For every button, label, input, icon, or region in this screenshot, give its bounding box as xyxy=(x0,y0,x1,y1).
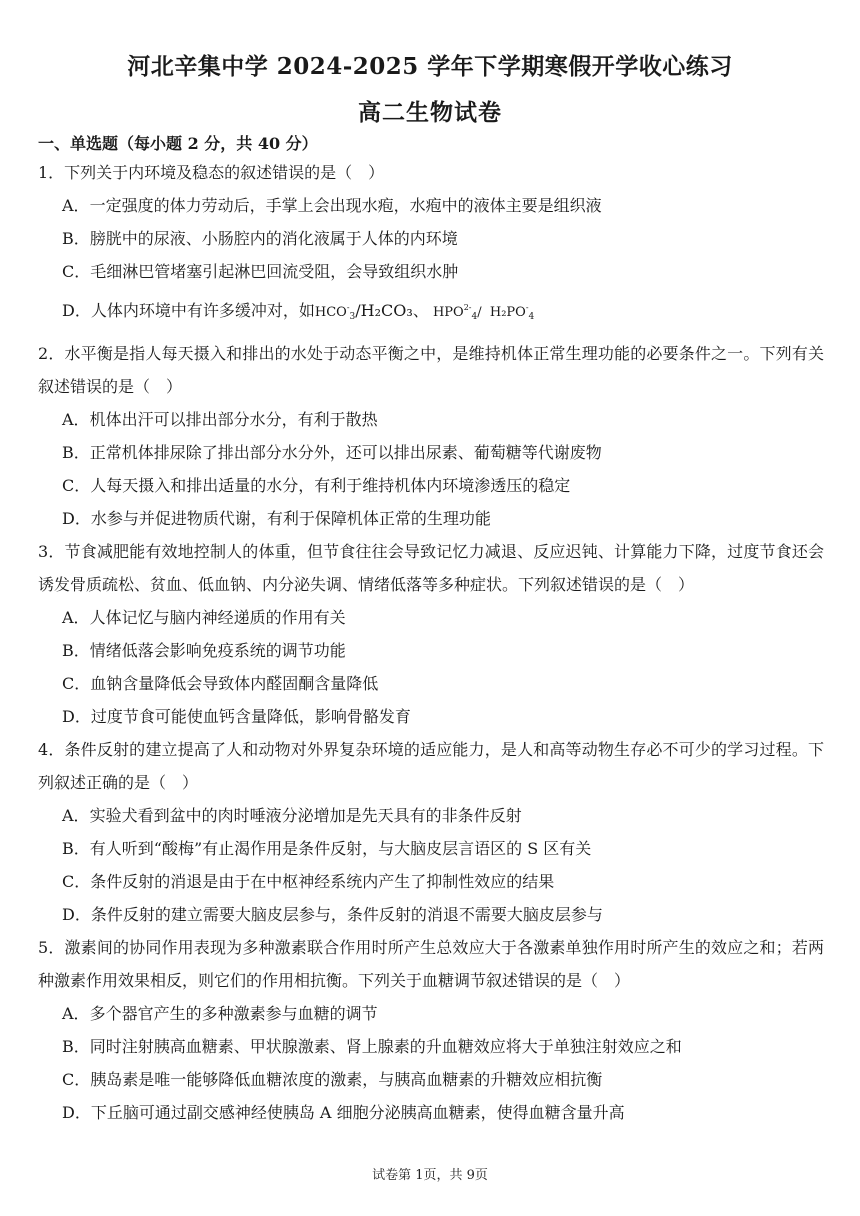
option-letter: B． xyxy=(62,1037,90,1056)
option-letter: B． xyxy=(62,641,90,660)
option-c xyxy=(38,1063,824,1096)
formula-h2co3: /H₂CO₃、 xyxy=(355,301,429,320)
section-heading: 一、单选题（每小题 2 分，共 40 分） xyxy=(38,134,318,153)
page-footer: 试卷第 1页，共 9页 xyxy=(372,1168,488,1183)
option-d xyxy=(38,700,824,733)
question-1 xyxy=(38,156,824,334)
option-text: 人体记忆与脑内神经递质的作用有关 xyxy=(89,608,346,627)
option-letter: D． xyxy=(62,1103,91,1122)
option-letter: B． xyxy=(62,443,90,462)
option-letter: A． xyxy=(62,410,90,429)
question-2 xyxy=(38,337,824,535)
option-text: 条件反射的建立需要大脑皮层参与，条件反射的消退不需要大脑皮层参与 xyxy=(90,905,603,924)
option-letter: C． xyxy=(62,262,91,281)
option-letter: A． xyxy=(62,806,90,825)
option-letter: C． xyxy=(62,1070,91,1089)
question-5 xyxy=(38,931,824,1129)
option-b xyxy=(38,1030,824,1063)
exam-subtitle: 高二生物试卷 xyxy=(358,99,502,126)
option-a xyxy=(38,189,824,222)
formula-sup: 2- xyxy=(463,303,472,312)
option-text: 一定强度的体力劳动后，手掌上会出现水疱，水疱中的液体主要是组织液 xyxy=(89,196,602,215)
question-stem: 4．条件反射的建立提高了人和动物对外界复杂环境的适应能力，是人和高等动物生存必不可少的学习过程。下列叙述正确的是（ ） xyxy=(38,740,824,792)
option-letter: D． xyxy=(62,707,91,726)
option-a xyxy=(38,601,824,634)
option-letter: C． xyxy=(62,872,91,891)
formula-sub: 4 xyxy=(528,312,535,322)
option-letter: D． xyxy=(62,905,91,924)
question-stem: 3．节食减肥能有效地控制人的体重，但节食往往会导致记忆力减退、反应迟钝、计算能力下降，过度节食还会诱发骨质疏松、贫血、低血钠、内分泌失调、情绪低落等多种症状。下列叙述错误的是（ ） xyxy=(38,542,824,594)
option-text: 机体出汗可以排出部分水分，有利于散热 xyxy=(89,410,378,429)
option-letter: D． xyxy=(62,509,91,528)
option-letter: A． xyxy=(62,196,90,215)
option-letter: A． xyxy=(62,1004,90,1023)
question-list xyxy=(38,156,824,1129)
option-text: 膀胱中的尿液、小肠腔内的消化液属于人体的内环境 xyxy=(89,229,458,248)
formula-hpo4: HPO xyxy=(432,305,464,320)
option-letter: B． xyxy=(62,229,90,248)
option-text: 多个器官产生的多种激素参与血糖的调节 xyxy=(89,1004,378,1023)
option-letter: A． xyxy=(62,608,90,627)
option-d xyxy=(38,1096,824,1129)
option-text: 血钠含量降低会导致体内醛固酮含量降低 xyxy=(90,674,379,693)
option-text: 水参与并促进物质代谢，有利于保障机体正常的生理功能 xyxy=(90,509,491,528)
exam-title: 河北辛集中学 2024-2025 学年下学期寒假开学收心练习 xyxy=(127,53,733,80)
option-a xyxy=(38,403,824,436)
option-letter: C． xyxy=(62,476,91,495)
formula-slash: / xyxy=(477,305,486,320)
question-stem: 2．水平衡是指人每天摄入和排出的水处于动态平衡之中，是维持机体正常生理功能的必要条件之一。下列有关叙述错误的是（ ） xyxy=(38,344,824,396)
option-b xyxy=(38,634,824,667)
option-text: 实验犬看到盆中的肉时唾液分泌增加是先天具有的非条件反射 xyxy=(89,806,522,825)
buffer-formula xyxy=(314,301,535,322)
option-a xyxy=(38,997,824,1030)
option-c xyxy=(38,667,824,700)
option-c xyxy=(38,255,824,288)
option-text: 过度节食可能使血钙含量降低，影响骨骼发育 xyxy=(90,707,411,726)
formula-sup: - xyxy=(525,303,529,312)
option-text: 人体内环境中有许多缓冲对，如 xyxy=(90,301,315,320)
formula-sub: 3 xyxy=(349,312,356,322)
formula-sub: 4 xyxy=(471,312,478,322)
option-a xyxy=(38,799,824,832)
option-b xyxy=(38,436,824,469)
formula-sup: - xyxy=(346,303,350,312)
option-b xyxy=(38,222,824,255)
option-text: 胰岛素是唯一能够降低血糖浓度的激素，与胰高血糖素的升糖效应相抗衡 xyxy=(90,1070,603,1089)
option-c xyxy=(38,469,824,502)
option-d xyxy=(38,291,824,334)
option-d xyxy=(38,898,824,931)
option-letter: C． xyxy=(62,674,91,693)
option-text: 情绪低落会影响免疫系统的调节功能 xyxy=(89,641,346,660)
option-text: 同时注射胰高血糖素、甲状腺激素、肾上腺素的升血糖效应将大于单独注射效应之和 xyxy=(89,1037,682,1056)
option-c xyxy=(38,865,824,898)
question-stem: 1．下列关于内环境及稳态的叙述错误的是（ ） xyxy=(38,163,385,182)
option-b xyxy=(38,832,824,865)
option-text: 正常机体排尿除了排出部分水分外，还可以排出尿素、葡萄糖等代谢废物 xyxy=(89,443,602,462)
option-letter: B． xyxy=(62,839,90,858)
option-d xyxy=(38,502,824,535)
question-stem: 5．激素间的协同作用表现为多种激素联合作用时所产生总效应大于各激素单独作用时所产生的效应之和；若两种激素作用效果相反，则它们的作用相抗衡。下列关于血糖调节叙述错误的是（ ） xyxy=(38,938,824,990)
formula-hco3: HCO xyxy=(314,305,347,320)
option-text: 条件反射的消退是由于在中枢神经系统内产生了抑制性效应的结果 xyxy=(90,872,555,891)
question-4 xyxy=(38,733,824,931)
option-text: 毛细淋巴管堵塞引起淋巴回流受阻，会导致组织水肿 xyxy=(90,262,459,281)
option-text: 下丘脑可通过副交感神经使胰岛 A 细胞分泌胰高血糖素，使得血糖含量升高 xyxy=(90,1103,625,1122)
option-letter: D． xyxy=(62,301,91,320)
formula-h2po4: H₂PO xyxy=(489,305,526,320)
option-text: 人每天摄入和排出适量的水分，有利于维持机体内环境渗透压的稳定 xyxy=(90,476,571,495)
question-3 xyxy=(38,535,824,733)
option-text: 有人听到“酸梅”有止渴作用是条件反射，与大脑皮层言语区的 S 区有关 xyxy=(89,839,592,858)
